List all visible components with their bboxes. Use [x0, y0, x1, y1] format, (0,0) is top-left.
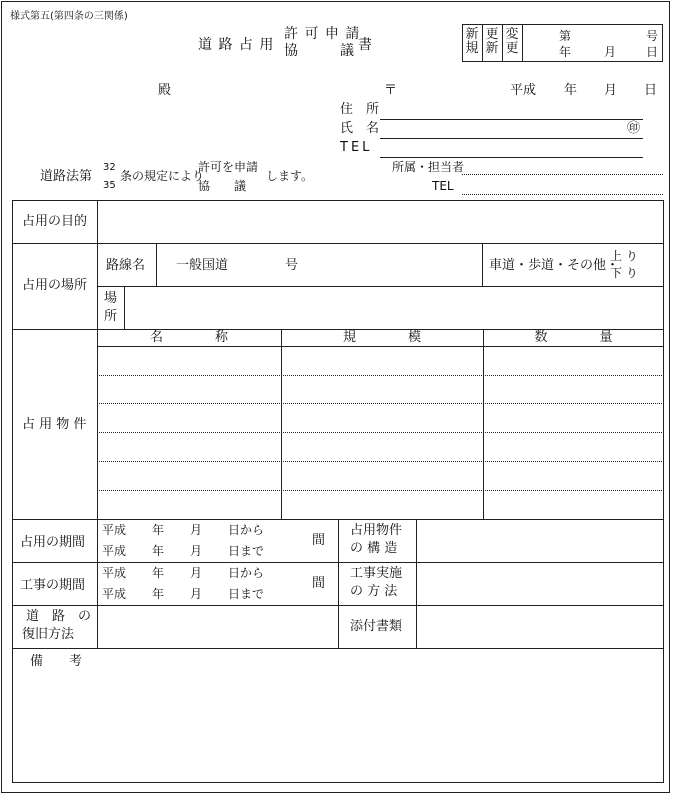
number-dai: 第: [559, 29, 572, 43]
article-35: 35: [103, 180, 116, 191]
construction-period-ma: 間: [312, 576, 326, 591]
status-renew[interactable]: 更新: [485, 27, 499, 56]
construction-to-nen: 年: [152, 587, 165, 601]
construction-from-hi: 日から: [228, 566, 265, 580]
contact-tel-line[interactable]: [462, 194, 663, 195]
form-title-top: 許 可 申 請: [284, 26, 361, 42]
period-to-hi: 日まで: [228, 544, 265, 558]
purpose-field[interactable]: [98, 201, 663, 242]
method-label-2: の 方 法: [350, 584, 398, 599]
number-go: 号: [646, 29, 659, 43]
restore-field[interactable]: [98, 606, 337, 647]
construction-period-label: 工事の期間: [20, 578, 86, 593]
contact-label: 所属・担当者: [392, 160, 465, 174]
structure-field[interactable]: [417, 520, 663, 561]
date-hi: 日: [646, 45, 659, 59]
place-sub-label-1: 場: [104, 291, 118, 306]
address-label: 住 所: [340, 102, 380, 117]
period-from-hi: 日から: [228, 523, 265, 537]
construction-from-heisei: 平成: [102, 566, 127, 580]
contact-line[interactable]: [462, 174, 663, 175]
objects-label: 占 用 物 件: [22, 417, 87, 432]
form-number: 様式第五(第四条の三関係): [10, 11, 128, 22]
lane-up[interactable]: 上 り: [610, 249, 638, 263]
remarks-field[interactable]: [13, 672, 663, 782]
seal-mark: ㊞: [627, 121, 641, 136]
period-from-tsuki: 月: [190, 523, 203, 537]
status-new[interactable]: 新規: [465, 27, 479, 56]
col-header-quantity: 数 量: [534, 330, 613, 345]
application-date-heisei: 平成: [510, 83, 537, 98]
place-field[interactable]: [125, 287, 663, 328]
place-sub-label-2: 所: [104, 309, 118, 324]
place-label: 占用の場所: [22, 278, 88, 293]
construction-to-heisei: 平成: [102, 587, 127, 601]
application-date-tsuki: 月: [604, 83, 618, 98]
contact-tel-label: TEL: [432, 179, 454, 193]
date-tsuki: 月: [604, 45, 617, 59]
application-date-nen: 年: [564, 83, 578, 98]
name-label: 氏 名: [340, 121, 380, 136]
method-field[interactable]: [417, 563, 663, 604]
restore-label-2: 復旧方法: [22, 627, 75, 642]
construction-from-nen: 年: [152, 566, 165, 580]
route-value: 一般国道: [176, 258, 229, 273]
period-ma: 間: [312, 533, 326, 548]
purpose-label: 占用の目的: [22, 214, 88, 229]
statement-suffix: します。: [266, 169, 314, 183]
address-line[interactable]: [380, 119, 643, 120]
structure-label-1: 占用物件: [350, 523, 403, 538]
date-nen: 年: [559, 45, 572, 59]
period-from-nen: 年: [152, 523, 165, 537]
tel-label: TEL: [340, 140, 373, 155]
form-title-left: 道 路 占 用: [198, 37, 275, 53]
statement-middle: 条の規定により: [120, 169, 205, 183]
period-to-heisei: 平成: [102, 544, 127, 558]
form-title-bottom: 協 議: [284, 43, 354, 59]
statement-verb-bottom: 協 議: [198, 179, 247, 193]
objects-grid[interactable]: [98, 347, 663, 518]
construction-to-tsuki: 月: [190, 587, 203, 601]
lane-down[interactable]: 下 り: [610, 266, 638, 280]
period-label: 占用の期間: [20, 535, 86, 550]
law-prefix: 道路法第: [40, 169, 93, 184]
statement-verb-top: 許可を申請: [198, 160, 259, 174]
period-from-heisei: 平成: [102, 523, 127, 537]
construction-to-hi: 日まで: [228, 587, 265, 601]
attachments-field[interactable]: [417, 606, 663, 647]
postal-mark: 〒: [384, 83, 398, 98]
remarks-label: 備 考: [30, 654, 83, 669]
status-change[interactable]: 変更: [505, 27, 519, 56]
period-to-tsuki: 月: [190, 544, 203, 558]
attachments-label: 添付書類: [350, 619, 403, 634]
col-header-name: 名 称: [149, 330, 228, 345]
method-label-1: 工事実施: [350, 566, 403, 581]
structure-label-2: の 構 造: [350, 541, 398, 556]
col-header-scale: 規 模: [342, 330, 421, 345]
construction-from-tsuki: 月: [190, 566, 203, 580]
lane-text[interactable]: 車道・歩道・その他・: [489, 258, 620, 273]
name-line[interactable]: [380, 138, 643, 139]
form-title-right: 書: [358, 37, 372, 53]
route-name-label: 路線名: [106, 258, 146, 273]
tel-line[interactable]: [380, 157, 643, 158]
application-date-hi: 日: [644, 83, 658, 98]
period-to-nen: 年: [152, 544, 165, 558]
route-go: 号: [285, 258, 299, 273]
article-32: 32: [103, 162, 116, 173]
restore-label-1: 道 路 の: [26, 609, 92, 624]
addressee-dono: 殿: [158, 83, 172, 98]
